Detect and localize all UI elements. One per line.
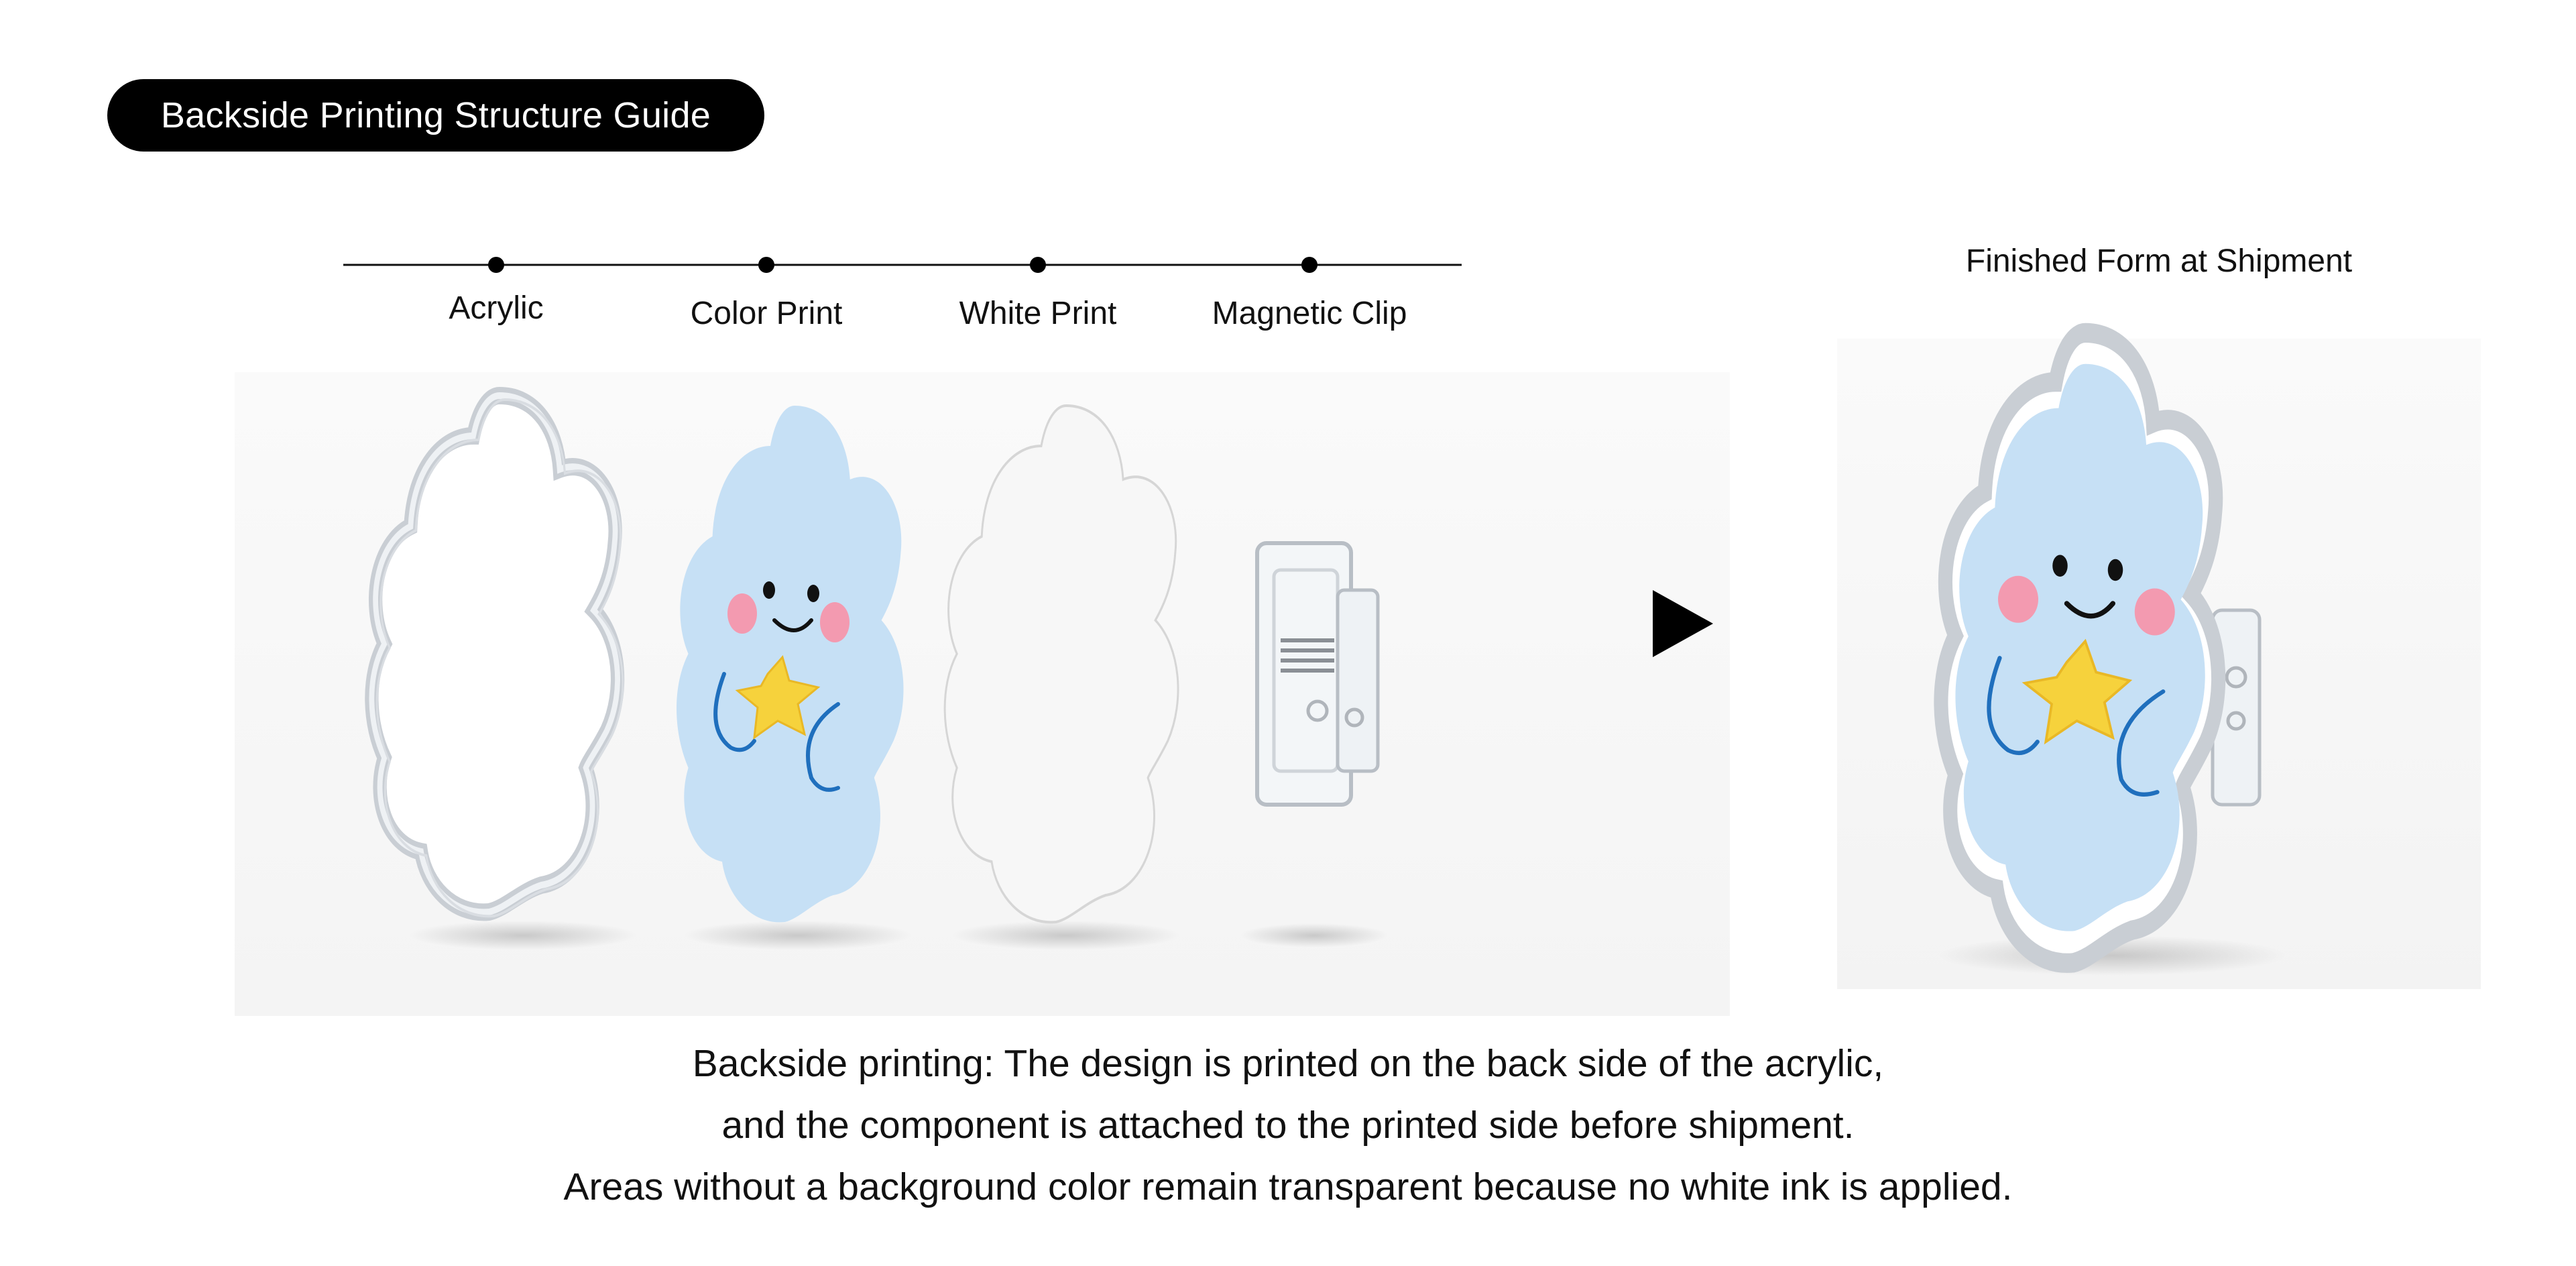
layer-label-acrylic: Acrylic [449, 290, 544, 326]
guide-title: Backside Printing Structure Guide [160, 95, 711, 135]
caption [201, 1033, 2375, 1218]
finished-form-label: Finished Form at Shipment [1965, 243, 2353, 279]
clip-shadow [1240, 923, 1388, 947]
white-print-shadow [952, 921, 1180, 950]
acrylic-layer-icon [371, 396, 623, 916]
arrow-right-icon [1653, 590, 1713, 657]
acrylic-shadow [409, 921, 637, 950]
caption-line-2: and the component is attached to the printed side before shipment. [721, 1104, 1855, 1147]
layer-label-white-print: White Print [959, 296, 1117, 331]
caption-line-3: Areas without a background color remain transparent because no white ink is applied. [563, 1165, 2013, 1208]
color-print-shadow [684, 921, 912, 950]
white-print-layer-icon [945, 406, 1178, 922]
color-print-layer-icon [677, 406, 903, 922]
magnetic-clip-icon [1257, 543, 1378, 805]
layer-label-magnetic-clip: Magnetic Clip [1212, 296, 1407, 331]
layer-label-color-print: Color Print [690, 296, 843, 331]
caption-line-1: Backside printing: The design is printed on the back side of the acrylic, [692, 1042, 1884, 1085]
